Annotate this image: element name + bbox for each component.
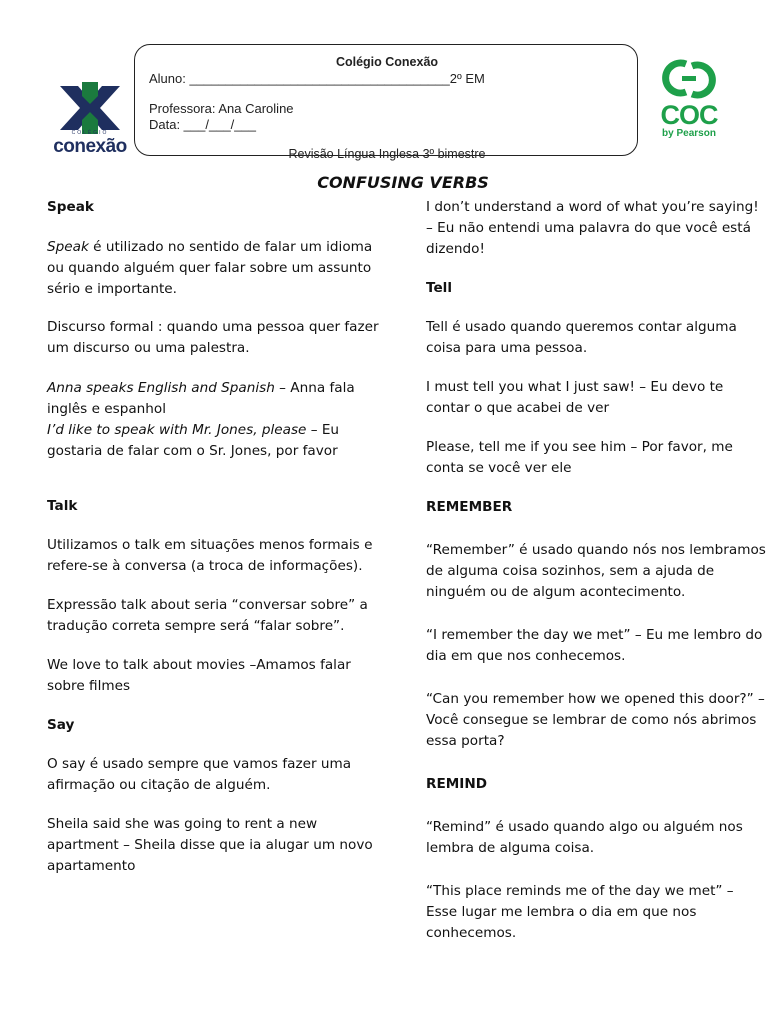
talk-heading: Talk — [47, 498, 78, 514]
remember-heading: REMEMBER — [426, 499, 513, 515]
conexao-logo — [44, 80, 136, 160]
speak-def-rest: é utilizado no sentido de falar um idioma ou quando alguém quer falar sobre um assunto sério e importante. — [47, 239, 373, 297]
talk-example: We love to talk about movies –Amamos falar sobre filmes — [47, 657, 351, 694]
remember-example-1: “I remember the day we met” – Eu me lembro do dia em que nos conhecemos. — [426, 627, 763, 664]
coc-logo — [656, 58, 722, 144]
say-example-2: I don’t understand a word of what you’re saying! – Eu não entendi uma palavra do que você está dizendo! — [426, 199, 759, 257]
speak-example-1 — [47, 378, 383, 420]
tell-definition: Tell é usado quando queremos contar alguma coisa para uma pessoa. — [426, 319, 737, 356]
tell-example-1: I must tell you what I just saw! – Eu devo te contar o que acabei de ver — [426, 379, 724, 416]
say-heading: Say — [47, 717, 75, 733]
remember-example-2: “Can you remember how we opened this door?” – Você consegue se lembrar de como nós abrimos essa porta? — [426, 691, 765, 749]
left-column — [47, 197, 383, 877]
right-column — [426, 197, 768, 944]
remind-definition: “Remind” é usado quando algo ou alguém nos lembra de alguma coisa. — [426, 819, 743, 856]
coc-logo-sub: by Pearson — [662, 128, 716, 139]
tell-example-2: Please, tell me if you see him – Por favor, me conta se você ver ele — [426, 439, 733, 476]
speak-ex2-pt: – Eu gostaria de falar com o Sr. Jones, por favor — [47, 422, 340, 459]
speak-ex1-pt: – Anna fala inglês e espanhol — [47, 380, 355, 417]
conexao-logo-text: conexão — [53, 136, 127, 157]
talk-definition: Utilizamos o talk em situações menos formais e refere-se à conversa (a troca de informações). — [47, 537, 373, 574]
speak-formal: Discurso formal : quando uma pessoa quer fazer um discurso ou uma palestra. — [47, 319, 379, 356]
speak-ex1-en: Anna speaks English and Spanish — [47, 380, 275, 396]
coc-logo-text: COC — [660, 100, 718, 130]
aluno-line: Aluno: ____________________________________2º EM — [149, 71, 485, 86]
school-name: Colégio Conexão — [335, 55, 439, 69]
header-subtitle: Revisão Língua Inglesa 3º bimestre — [288, 147, 486, 161]
speak-heading: Speak — [47, 199, 94, 215]
professora-line: Professora: Ana Caroline — [149, 101, 294, 116]
say-example: Sheila said she was going to rent a new apartment – Sheila disse que ia alugar um novo apartamento — [47, 816, 373, 874]
speak-example-2 — [47, 420, 383, 462]
data-line: Data: ___/___/___ — [149, 117, 256, 132]
speak-definition — [47, 237, 383, 300]
remind-example: “This place reminds me of the day we met” – Esse lugar me lembra o dia em que nos conhecemos. — [426, 883, 734, 941]
coc-symbol-icon — [656, 58, 722, 100]
header-box — [134, 44, 638, 161]
remind-heading: REMIND — [426, 776, 487, 792]
tell-heading: Tell — [426, 280, 453, 296]
page-title: CONFUSING VERBS — [317, 173, 489, 192]
remember-definition: “Remember” é usado quando nós nos lembramos de alguma coisa sozinhos, sem a ajuda de ninguém ou de algum acontecimento. — [426, 542, 766, 600]
conexao-x-icon — [44, 80, 136, 136]
conexao-logo-small: COLÉGIO — [71, 130, 109, 136]
speak-def-word: Speak — [47, 239, 89, 255]
speak-ex2-en: I’d like to speak with Mr. Jones, please — [47, 422, 307, 438]
talk-about: Expressão talk about seria “conversar sobre” a tradução correta sempre será “falar sobre”. — [47, 597, 368, 634]
say-definition: O say é usado sempre que vamos fazer uma afirmação ou citação de alguém. — [47, 756, 352, 793]
